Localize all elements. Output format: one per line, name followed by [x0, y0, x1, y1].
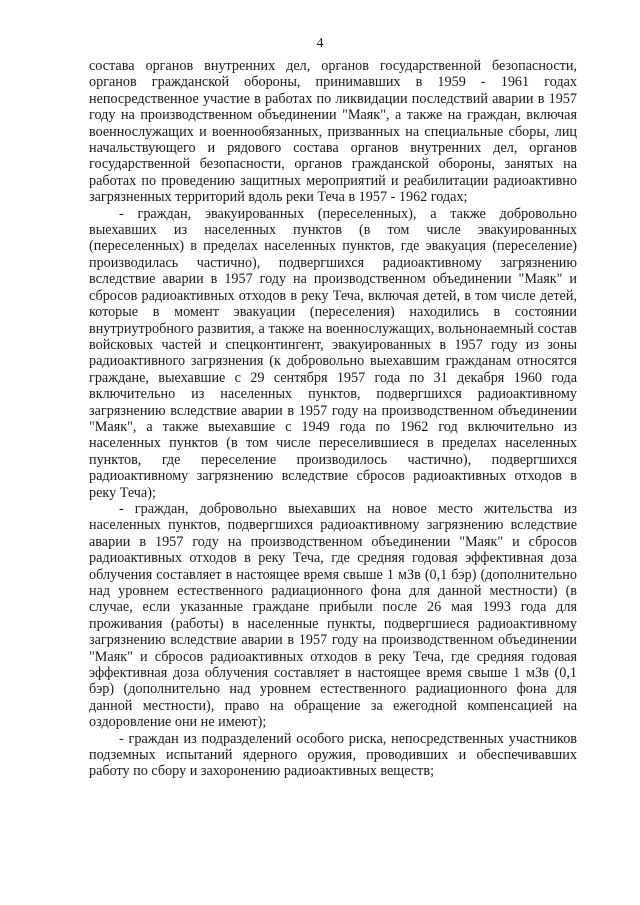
page-number: 4	[316, 36, 324, 51]
paragraph-continuation: состава органов внутренних дел, органов государственной безопасности, органов гражданской обороны, принимавших в 1959 - 1961 годах непосредственное участие в работах по ликвидации последствий аварии в 1957 году на производственном объединении "Маяк", а также на граждан, включая военнослужащих и военнообязанных, призванных на специальные сборы, лиц начальствующего и рядового состава органов внутренних дел, органов государственной безопасности, органов гражданской обороны, занятых на работах по проведению защитных мероприятий и реабилитации радиоактивно загрязненных территорий вдоль реки Теча в 1957 - 1962 годах;	[89, 58, 577, 206]
paragraph-evacuated-citizens: - граждан, эвакуированных (переселенных), а также добровольно выехавших из населенных пунктов (в том числе эвакуированных (переселенных) в пределах населенных пунктов, где эвакуация (переселение) производилась частично), подвергшихся радиоактивному загрязнению вследствие аварии в 1957 году на производственном объединении "Маяк" и сбросов радиоактивных отходов в реку Теча, включая детей, в том числе детей, которые в момент эвакуации (переселения) находились в состоянии внутриутробного развития, а также на военнослужащих, вольнонаемный состав войсковых частей и спецконтингент, эвакуированных в 1957 году из зоны радиоактивного загрязнения (к добровольно выехавшим гражданам относятся граждане, выехавшие с 29 сентября 1957 года по 31 декабря 1960 года включительно из населенных пунктов, подвергшихся радиоактивному загрязнению вследствие аварии в 1957 году на производственном объединении "Маяк", а также выехавшие с 1949 года по 1962 год включительно из населенных пунктов (в том числе переселившиеся в пределах населенных пунктов, где переселение производилось частично), подвергшихся радиоактивному загрязнению вследствие сбросов радиоактивных отходов в реку Теча);	[89, 205, 577, 501]
paragraph-special-risk-units: - граждан из подразделений особого риска, непосредственных участников подземных испытаний ядерного оружия, проводивших и обеспечивавших работу по сбору и захоронению радиоактивных веществ;	[89, 730, 577, 780]
document-body	[89, 58, 577, 780]
paragraph-voluntarily-relocated-citizens: - граждан, добровольно выехавших на новое место жительства из населенных пунктов, подвергшихся радиоактивному загрязнению вследствие аварии в 1957 году на производственном объединении "Маяк" и сбросов радиоактивных отходов в реку Теча, где средняя годовая эффективная доза облучения составляет в настоящее время свыше 1 мЗв (0,1 бэр) (дополнительно над уровнем естественного радиационного фона для данной местности) (в случае, если указанные граждане прибыли после 26 мая 1993 года для проживания (работы) в населенные пункты, подвергшиеся радиоактивному загрязнению вследствие аварии в 1957 году на производственном объединении "Маяк" и сбросов радиоактивных отходов в реку Теча, где средняя годовая эффективная доза облучения составляет в настоящее время свыше 1 мЗв (0,1 бэр) (дополнительно над уровнем естественного радиационного фона для данной местности), право на обращение за ежегодной компенсацией на оздоровление они не имеют);	[89, 500, 577, 731]
